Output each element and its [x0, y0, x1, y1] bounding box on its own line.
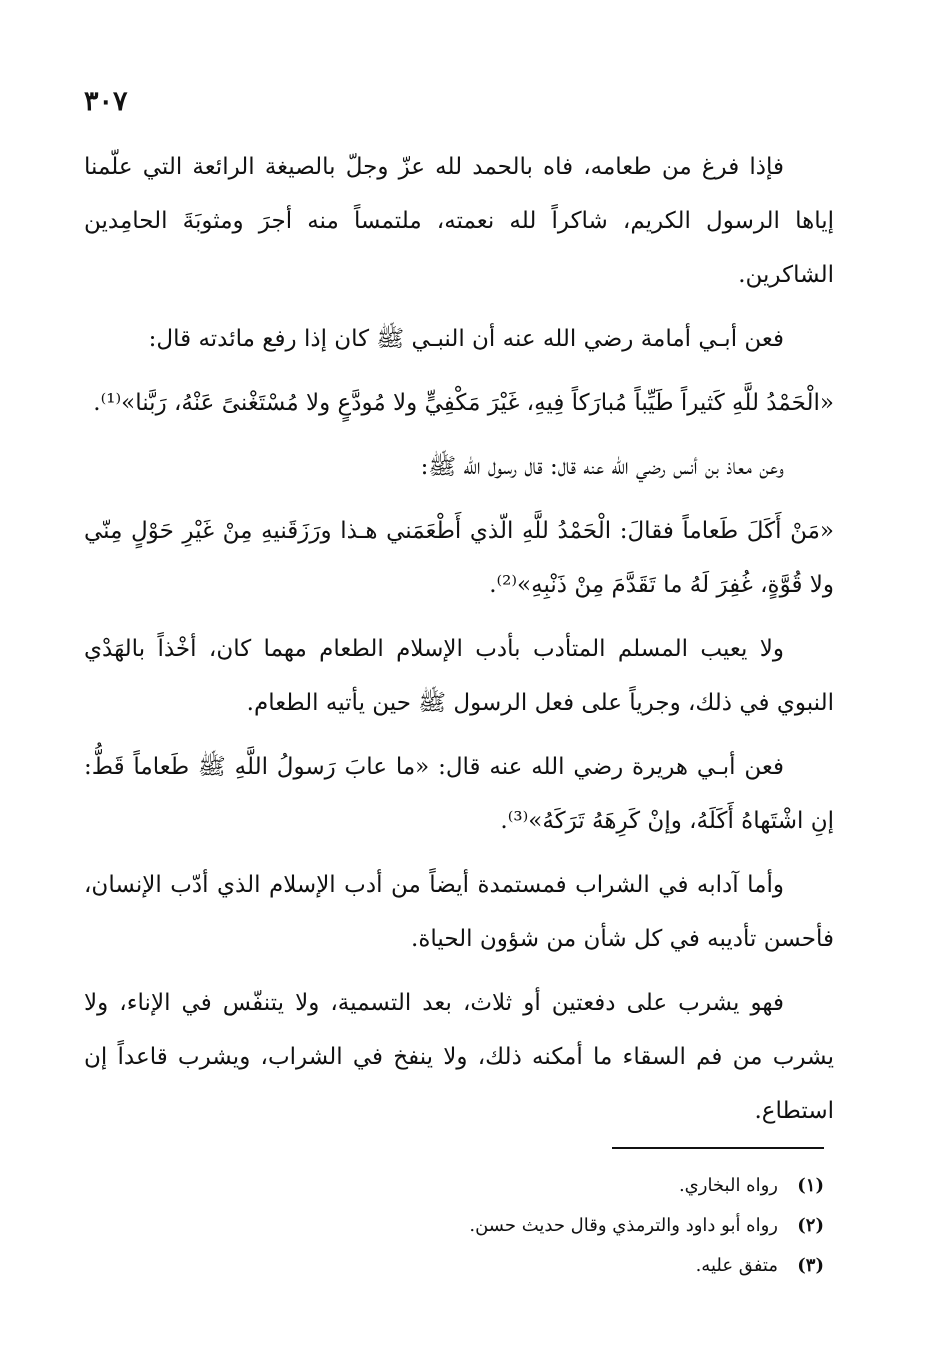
paragraph: وأما آدابه في الشراب فمستمدة أيضاً من أدب الإسلام الذي أدّب الإنسان، فأحسن تأديبه في كل شأن من شؤون الحياة. [84, 872, 834, 952]
paragraph: فعن أبـي أمامة رضي الله عنه أن النبـي ﷺ كان إذا رفع مائدته قال: [148, 326, 784, 352]
footnote-divider [612, 1147, 824, 1149]
footnote-text: رواه أبو داود والترمذي وقال حديث حسن. [469, 1215, 778, 1236]
footnote [84, 1206, 824, 1246]
footnote-text: رواه البخاري. [678, 1175, 778, 1196]
hadith-quote: «الْحَمْدُ للَّهِ كَثيراً طَيِّباً مُبارَكاً فِيهِ، غَيْرَ مَكْفِيٍّ ولا مُودَّعٍ ولا مُسْتَغْنىً عَنْهُ، رَبَّنا»⁽¹⁾. [93, 390, 834, 416]
footnotes [84, 1166, 824, 1286]
footnote-number: (٣) [797, 1255, 824, 1276]
page-number: ٣٠٧ [84, 86, 128, 117]
body-text [84, 140, 834, 1148]
footnote-text: متفق عليه. [695, 1255, 778, 1276]
footnote [84, 1246, 824, 1286]
paragraph: فإذا فرغ من طعامه، فاه بالحمد لله عزّ وجلّ بالصيغة الرائعة التي علّمنا إياها الرسول الكريم، شاكراً لله نعمته، ملتمساً منه أجرَ ومثوبَةَ الحامِدين الشاكرين. [84, 154, 834, 288]
paragraph: فعن أبـي هريرة رضي الله عنه قال: «ما عابَ رَسولُ اللَّهِ ﷺ طَعاماً قَطُّ: إنِ اشْتَهاهُ أَكَلَهُ، وإنْ كَرِهَهُ تَرَكَهُ»⁽³⁾. [84, 754, 834, 834]
footnote [84, 1166, 824, 1206]
paragraph: ولا يعيب المسلم المتأدب بأدب الإسلام الطعام مهما كان، أخْذاً بالهَدْي النبوي في ذلك، وجرياً على فعل الرسول ﷺ حين يأتيه الطعام. [84, 636, 834, 716]
paragraph: وعن معاذ بن أنس رضي الله عنه قال: قال رسول الله ﷺ: [420, 454, 784, 480]
hadith-quote: «مَنْ أَكَلَ طَعاماً فقالَ: الْحَمْدُ للَّهِ الّذي أَطْعَمَني هـذا ورَزَقَنيهِ مِنْ غَيْرِ حَوْلٍ مِنّي ولا قُوَّةٍ، غُفِرَ لَهُ ما تَقَدَّمَ مِنْ ذَنْبِهِ»⁽²⁾. [84, 518, 834, 598]
paragraph: فهو يشرب على دفعتين أو ثلاث، بعد التسمية، ولا يتنفّس في الإناء، ولا يشرب من فم السقاء ما أمكنه ذلك، ولا ينفخ في الشراب، ويشرب قاعداً إن استطاع. [84, 990, 834, 1124]
footnote-number: (١) [797, 1175, 824, 1196]
footnote-number: (٢) [797, 1215, 824, 1236]
